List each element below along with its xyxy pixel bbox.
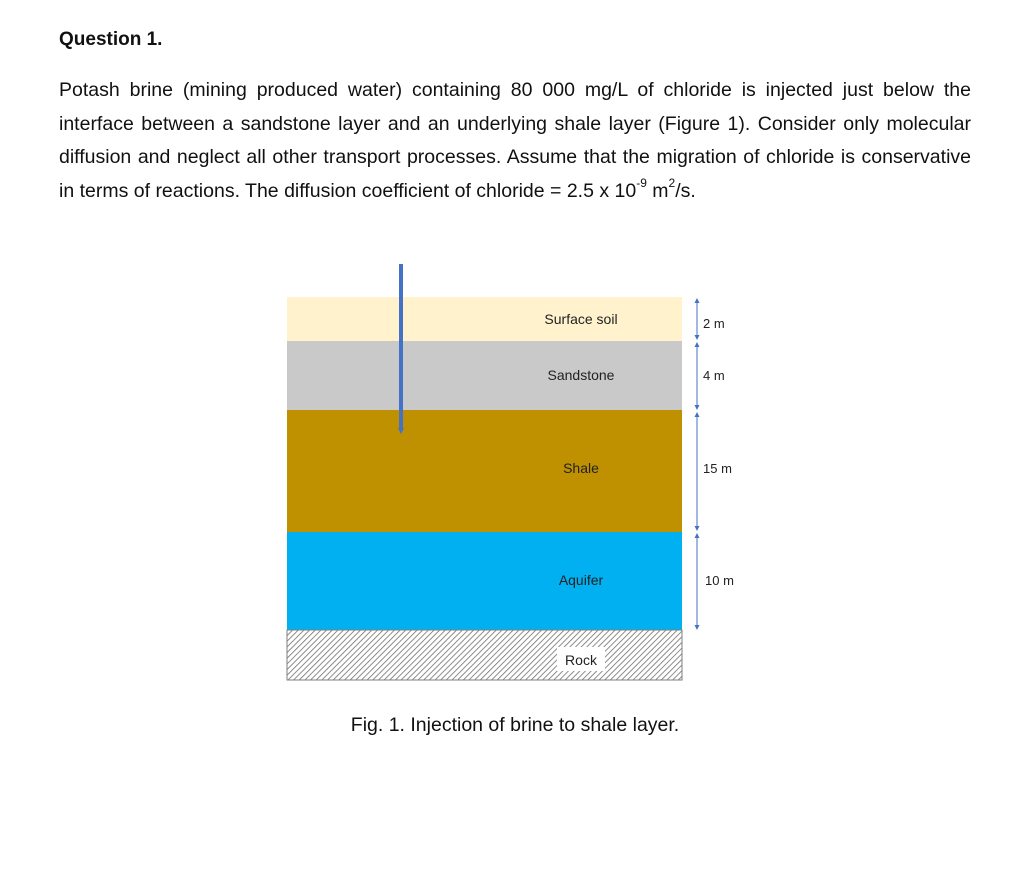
layer-rock bbox=[287, 630, 682, 680]
question-text-part3: /s. bbox=[675, 179, 696, 202]
question-text-part1: Potash brine (mining produced water) containing 80 000 mg/L of chloride is injected just below the interface between a sandstone layer and an underlying shale layer (Figure 1). Consider only molecular diffusion and neglect all other transport processes. Assume that the migration of chloride is conservative in terms of reactions. The diffusion coefficient of chloride = 2.5 x 10 bbox=[59, 79, 971, 202]
figure-caption bbox=[0, 714, 1024, 737]
thickness-shale: 15 m bbox=[703, 461, 732, 476]
question-text-part2: m bbox=[646, 179, 669, 202]
label-sandstone: Sandstone bbox=[547, 367, 615, 383]
thickness-sandstone: 4 m bbox=[703, 368, 725, 383]
layer-aquifer bbox=[287, 532, 682, 630]
label-shale: Shale bbox=[563, 460, 599, 476]
layer-surface-soil bbox=[287, 297, 682, 341]
figure-caption-text: Fig. 1. Injection of brine to shale layer. bbox=[350, 714, 680, 736]
label-aquifer: Aquifer bbox=[558, 572, 604, 588]
thickness-surface-soil: 2 m bbox=[703, 316, 725, 331]
dimension-line bbox=[695, 298, 700, 630]
layer-sandstone bbox=[287, 341, 682, 410]
layer-shale bbox=[287, 410, 682, 532]
exponent-diffusion: -9 bbox=[636, 176, 647, 190]
label-surface-soil: Surface soil bbox=[544, 311, 618, 327]
exponent-area: 2 bbox=[668, 176, 676, 190]
question-title: Question 1. bbox=[59, 29, 163, 50]
thickness-aquifer: 10 m bbox=[705, 573, 734, 588]
label-rock: Rock bbox=[565, 652, 597, 668]
